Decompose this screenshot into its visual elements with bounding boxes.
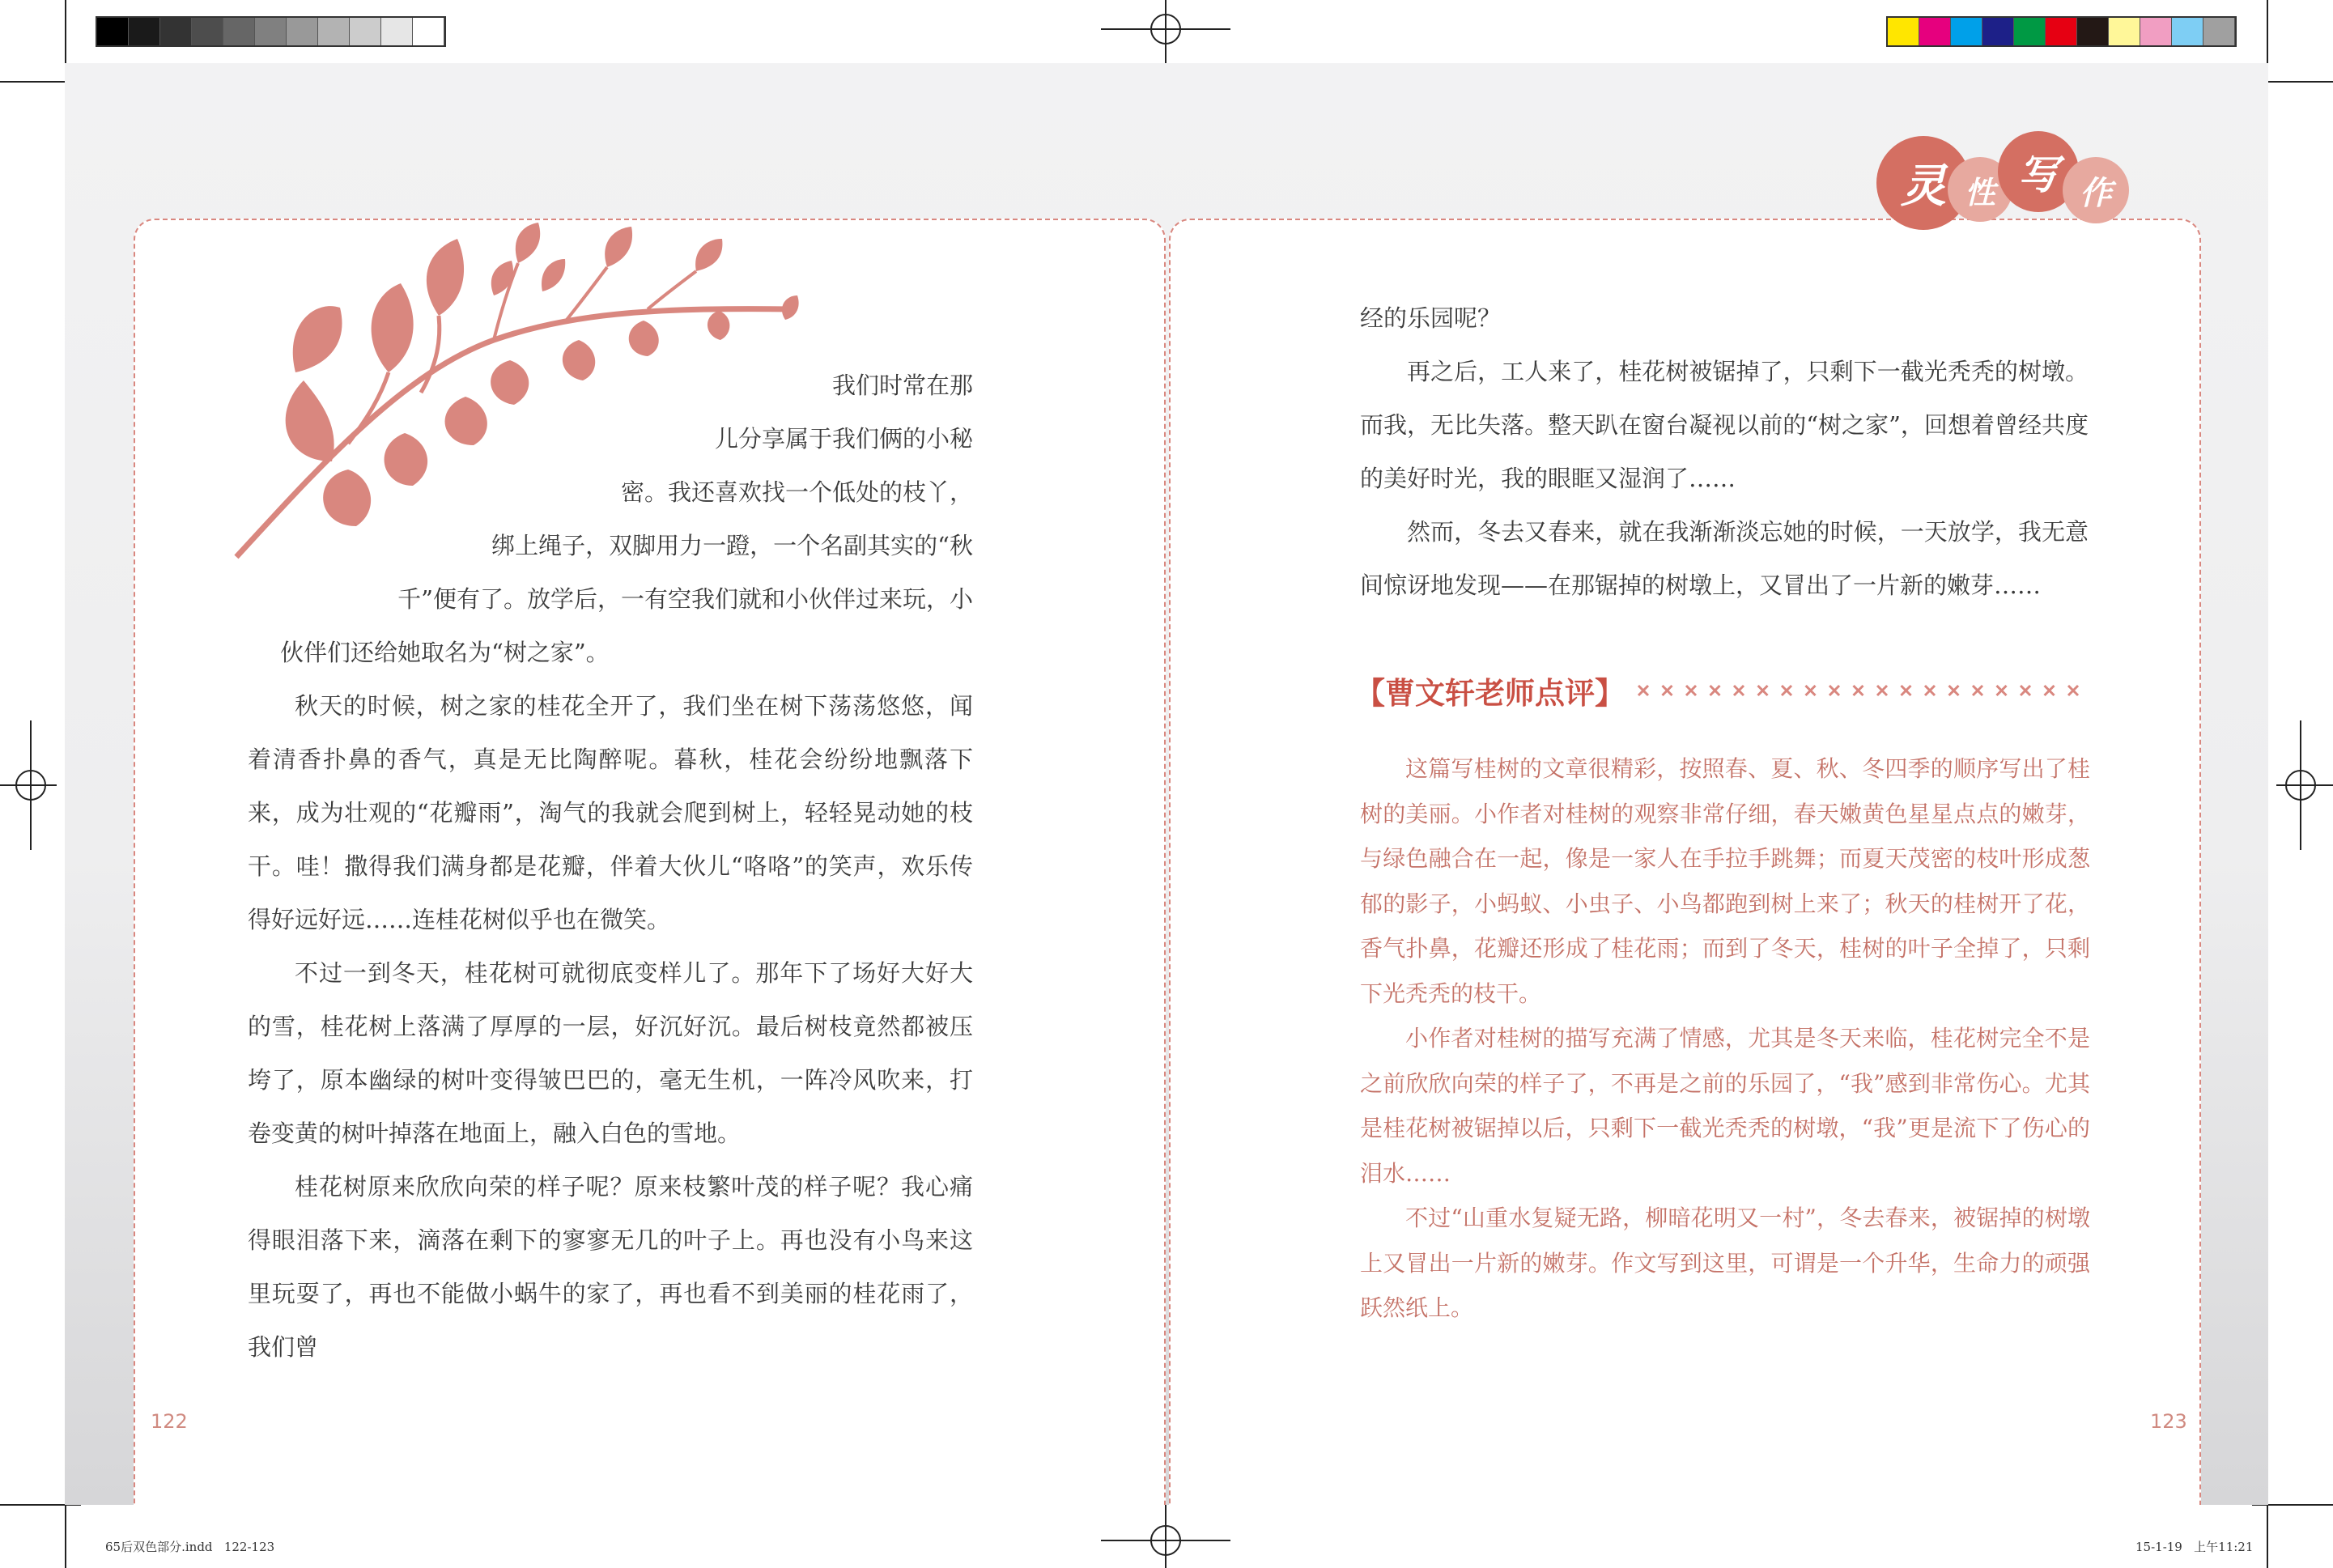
wrap-line-3: 密。我还喜欢找一个低处的枝丫， <box>620 478 973 506</box>
badge-char-3: 写 <box>1998 131 2079 212</box>
wrap-line-2: 儿分享属于我们俩的小秘 <box>714 425 973 453</box>
gray-swatch <box>381 18 413 45</box>
process-color-bar <box>1886 16 2237 47</box>
registration-mark-left <box>0 720 57 850</box>
process-color-swatch <box>2014 18 2046 45</box>
process-color-swatch <box>2203 18 2235 45</box>
wrap-line-6: 伙伴们还给她取名为“树之家”。 <box>280 639 610 666</box>
registration-mark-top <box>1101 0 1230 65</box>
process-color-swatch <box>1951 18 1982 45</box>
gray-swatch <box>413 18 444 45</box>
comment-paragraph-1: 这篇写桂树的文章很精彩，按照春、夏、秋、冬四季的顺序写出了桂树的美丽。小作者对桂树的观察非常仔细，春天嫩黄色星星点点的嫩芽，与绿色融合在一起，像是一家人在手拉手跳舞；而夏天茂密的枝叶形成葱郁的影子，小蚂蚁、小虫子、小鸟都跑到树上来了；秋天的桂树开了花，香气扑鼻，花瓣还形成了桂花雨；而到了冬天，桂树的叶子全掉了，只剩下光秃秃的枝干。 <box>1360 755 2090 1007</box>
gray-swatch <box>97 18 129 45</box>
registration-mark-right <box>2276 720 2333 850</box>
process-color-swatch <box>2077 18 2109 45</box>
left-paragraph-3: 桂花树原来欣欣向荣的样子呢？原来枝繁叶茂的样子呢？我心痛得眼泪落下来，滴落在剩下的寥寥无几的叶子上。再也没有小鸟来这里玩耍了，再也不能做小蜗牛的家了，再也看不到美丽的桂花雨了，我们曾 <box>248 1173 973 1361</box>
process-color-swatch <box>1888 18 1919 45</box>
gray-swatch <box>160 18 192 45</box>
gray-swatch <box>192 18 223 45</box>
wrap-line-5: 千”便有了。放学后，一有空我们就和小伙伴过来玩，小 <box>397 585 973 613</box>
footer-file-info: 65后双色部分.indd 122-123 <box>105 1540 275 1554</box>
gray-swatch <box>318 18 350 45</box>
gray-swatch <box>350 18 381 45</box>
left-body-text <box>248 679 973 1374</box>
right-page-number: 123 <box>2150 1410 2187 1433</box>
right-paragraph-2: 然而，冬去又春来，就在我渐渐淡忘她的时候，一天放学，我无意间惊讶地发现——在那锯掉的树墩上，又冒出了一片新的嫩芽…… <box>1360 518 2089 599</box>
comment-heading: 【曹文轩老师点评】 <box>1355 675 1625 711</box>
comment-paragraph-3: 不过“山重水复疑无路，柳暗花明又一村”，冬去春来，被锯掉的树墩上又冒出一片新的嫩芽。作文写到这里，可谓是一个升华，生命力的顽强跃然纸上。 <box>1360 1205 2090 1321</box>
gray-swatch <box>287 18 318 45</box>
process-color-swatch <box>1982 18 2014 45</box>
comment-body <box>1360 746 2090 1331</box>
process-color-swatch <box>2140 18 2172 45</box>
right-continuation: 经的乐园呢？ <box>1360 304 1502 332</box>
registration-mark-bottom <box>1101 1503 1230 1568</box>
comment-paragraph-2: 小作者对桂树的描写充满了情感，尤其是冬天来临，桂花树完全不是之前欣欣向荣的样子了，不再是之前的乐园了，“我”感到非常伤心。尤其是桂花树被锯掉以后，只剩下一截光秃秃的树墩，“我”更是流下了伤心的泪水…… <box>1360 1025 2090 1187</box>
process-color-swatch <box>2172 18 2203 45</box>
process-color-swatch <box>2046 18 2077 45</box>
gray-color-bar <box>96 16 446 47</box>
gray-swatch <box>255 18 287 45</box>
badge-char-4: 作 <box>2063 157 2129 223</box>
left-paragraph-1: 秋天的时候，树之家的桂花全开了，我们坐在树下荡荡悠悠，闻着清香扑鼻的香气，真是无比陶醉呢。暮秋，桂花会纷纷地飘落下来，成为壮观的“花瓣雨”，淘气的我就会爬到树上，轻轻晃动她的枝干。哇！撒得我们满身都是花瓣，伴着大伙儿“咯咯”的笑声，欢乐传得好远好远……连桂花树似乎也在微笑。 <box>248 692 973 933</box>
left-paragraph-2: 不过一到冬天，桂花树可就彻底变样儿了。那年下了场好大好大的雪，桂花树上落满了厚厚的一层，好沉好沉。最后树枝竟然都被压垮了，原本幽绿的树叶变得皱巴巴的，毫无生机，一阵冷风吹来，打卷变黄的树叶掉落在地面上，融入白色的雪地。 <box>248 959 973 1147</box>
left-page-number: 122 <box>151 1410 188 1433</box>
wrap-line-4: 绑上绳子，双脚用力一蹬，一个名副其实的“秋 <box>491 532 973 559</box>
badge-char-2: 性 <box>1948 157 2012 222</box>
footer-date-info: 15-1-19 上午11:21 <box>2135 1540 2254 1554</box>
right-body-text <box>1360 291 2089 612</box>
comment-heading-divider <box>1635 678 2089 703</box>
right-paragraph-1: 再之后，工人来了，桂花树被锯掉了，只剩下一截光秃秃的树墩。而我，无比失落。整天趴在窗台凝视以前的“树之家”，回想着曾经共度的美好时光，我的眼眶又湿润了…… <box>1360 358 2089 492</box>
process-color-swatch <box>1919 18 1951 45</box>
gray-swatch <box>223 18 255 45</box>
gray-swatch <box>129 18 160 45</box>
process-color-swatch <box>2109 18 2140 45</box>
badge-char-1: 灵 <box>1876 136 1970 230</box>
wrap-line-1: 我们时常在那 <box>831 372 973 399</box>
